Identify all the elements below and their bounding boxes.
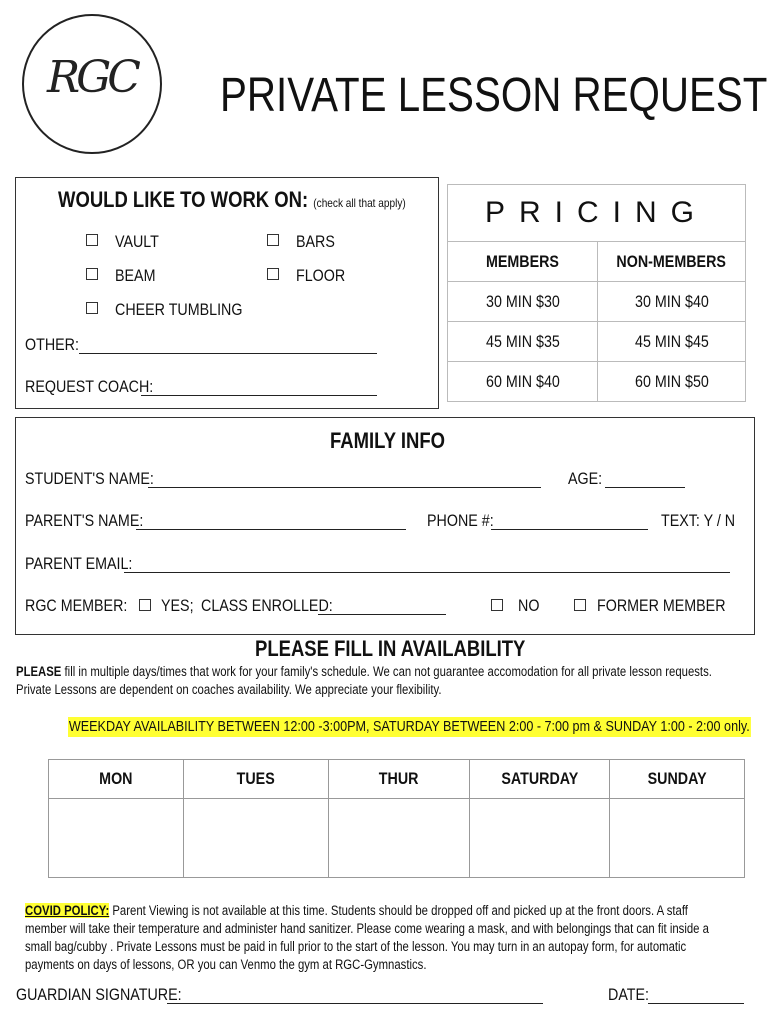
age-label: AGE:	[568, 469, 603, 488]
covid-policy-line-2: member will take their temperature and administer hand sanitizer. Please come wearing a mask, and with belongings that can fit inside a	[25, 921, 709, 936]
other-label: OTHER:	[25, 335, 79, 354]
guardian-signature-field[interactable]	[167, 1003, 543, 1004]
covid-text-1: Parent Viewing is not available at this time. Students should be dropped off and picked up at the front doors. A staff	[109, 903, 688, 918]
cheer-tumbling-label: CHEER TUMBLING	[115, 300, 243, 319]
vault-label: VAULT	[115, 232, 159, 251]
covid-policy-line-1	[25, 902, 688, 920]
member-no-checkbox[interactable]	[491, 599, 503, 611]
availability-intro-line-1	[16, 663, 712, 681]
day-header-thur: THUR	[329, 760, 470, 799]
request-coach-label: REQUEST COACH:	[25, 377, 154, 396]
parent-name-field[interactable]	[136, 529, 406, 530]
parent-email-field[interactable]	[124, 572, 730, 573]
date-label: DATE:	[608, 985, 650, 1004]
work-on-note: (check all that apply)	[313, 196, 406, 210]
availability-cell-saturday[interactable]	[470, 799, 610, 878]
availability-cell-tues[interactable]	[184, 799, 329, 878]
student-name-label: STUDENT'S NAME:	[25, 469, 154, 488]
availability-cell-thur[interactable]	[329, 799, 470, 878]
pricing-heading: PRICING	[448, 185, 746, 242]
day-header-mon: MON	[49, 760, 184, 799]
bars-checkbox[interactable]	[267, 234, 279, 246]
intro-bold: PLEASE	[16, 664, 62, 679]
family-info-heading: FAMILY INFO	[330, 428, 446, 453]
price-cell: 30 MIN $30	[448, 282, 598, 322]
rgc-member-label: RGC MEMBER:	[25, 596, 128, 615]
intro-text: fill in multiple days/times that work for your family's schedule. We can not guarantee accomodation for all private lesson requests.	[61, 664, 712, 679]
age-field[interactable]	[605, 487, 685, 488]
day-header-saturday: SATURDAY	[470, 760, 610, 799]
floor-checkbox[interactable]	[267, 268, 279, 280]
price-cell: 60 MIN $50	[598, 362, 746, 402]
page-title: PRIVATE LESSON REQUEST	[220, 69, 768, 122]
logo: RGC	[47, 52, 137, 103]
guardian-signature-label: GUARDIAN SIGNATURE:	[16, 985, 182, 1004]
day-header-sunday: SUNDAY	[610, 760, 745, 799]
phone-field[interactable]	[491, 529, 648, 530]
former-member-checkbox[interactable]	[574, 599, 586, 611]
price-cell: 45 MIN $45	[598, 322, 746, 362]
pricing-table	[447, 184, 746, 402]
member-no-label: NO	[518, 596, 540, 615]
price-cell: 60 MIN $40	[448, 362, 598, 402]
beam-label: BEAM	[115, 266, 156, 285]
work-on-heading: WOULD LIKE TO WORK ON: (check all that apply)	[58, 187, 406, 212]
cheer-tumbling-checkbox[interactable]	[86, 302, 98, 314]
beam-checkbox[interactable]	[86, 268, 98, 280]
availability-heading: PLEASE FILL IN AVAILABILITY	[255, 636, 526, 661]
price-cell: 45 MIN $35	[448, 322, 598, 362]
availability-cell-mon[interactable]	[49, 799, 184, 878]
non-members-header: NON-MEMBERS	[598, 242, 746, 282]
bars-label: BARS	[296, 232, 335, 251]
floor-label: FLOOR	[296, 266, 346, 285]
covid-policy-label: COVID POLICY:	[25, 903, 110, 918]
member-yes-label: YES;	[161, 596, 194, 615]
text-label: TEXT: Y / N	[661, 511, 736, 530]
student-name-field[interactable]	[148, 487, 541, 488]
class-enrolled-field[interactable]	[318, 614, 446, 615]
price-cell: 30 MIN $40	[598, 282, 746, 322]
availability-cell-sunday[interactable]	[610, 799, 745, 878]
parent-name-label: PARENT'S NAME:	[25, 511, 144, 530]
request-coach-field[interactable]	[141, 395, 377, 396]
covid-policy-line-3: small bag/cubby . Private Lessons must be paid in full prior to the start of the lesson. You may turn in an autopay form, for automatic	[25, 939, 687, 954]
parent-email-label: PARENT EMAIL:	[25, 554, 133, 573]
other-field[interactable]	[79, 353, 377, 354]
former-member-label: FORMER MEMBER	[597, 596, 726, 615]
members-header: MEMBERS	[448, 242, 598, 282]
class-enrolled-label: CLASS ENROLLED:	[201, 596, 333, 615]
availability-table	[48, 759, 745, 878]
availability-window-note: WEEKDAY AVAILABILITY BETWEEN 12:00 -3:00PM, SATURDAY BETWEEN 2:00 - 7:00 pm & SUNDAY 1:00 - 2:00 only.	[68, 718, 750, 735]
covid-policy-line-4: payments on days of lessons, OR you can Venmo the gym at RGC-Gymnastics.	[25, 957, 427, 972]
vault-checkbox[interactable]	[86, 234, 98, 246]
phone-label: PHONE #:	[427, 511, 494, 530]
member-yes-checkbox[interactable]	[139, 599, 151, 611]
availability-intro-line-2: Private Lessons are dependent on coaches availability. We appreciate your flexibility.	[16, 682, 442, 697]
day-header-tues: TUES	[184, 760, 329, 799]
date-field[interactable]	[648, 1003, 744, 1004]
